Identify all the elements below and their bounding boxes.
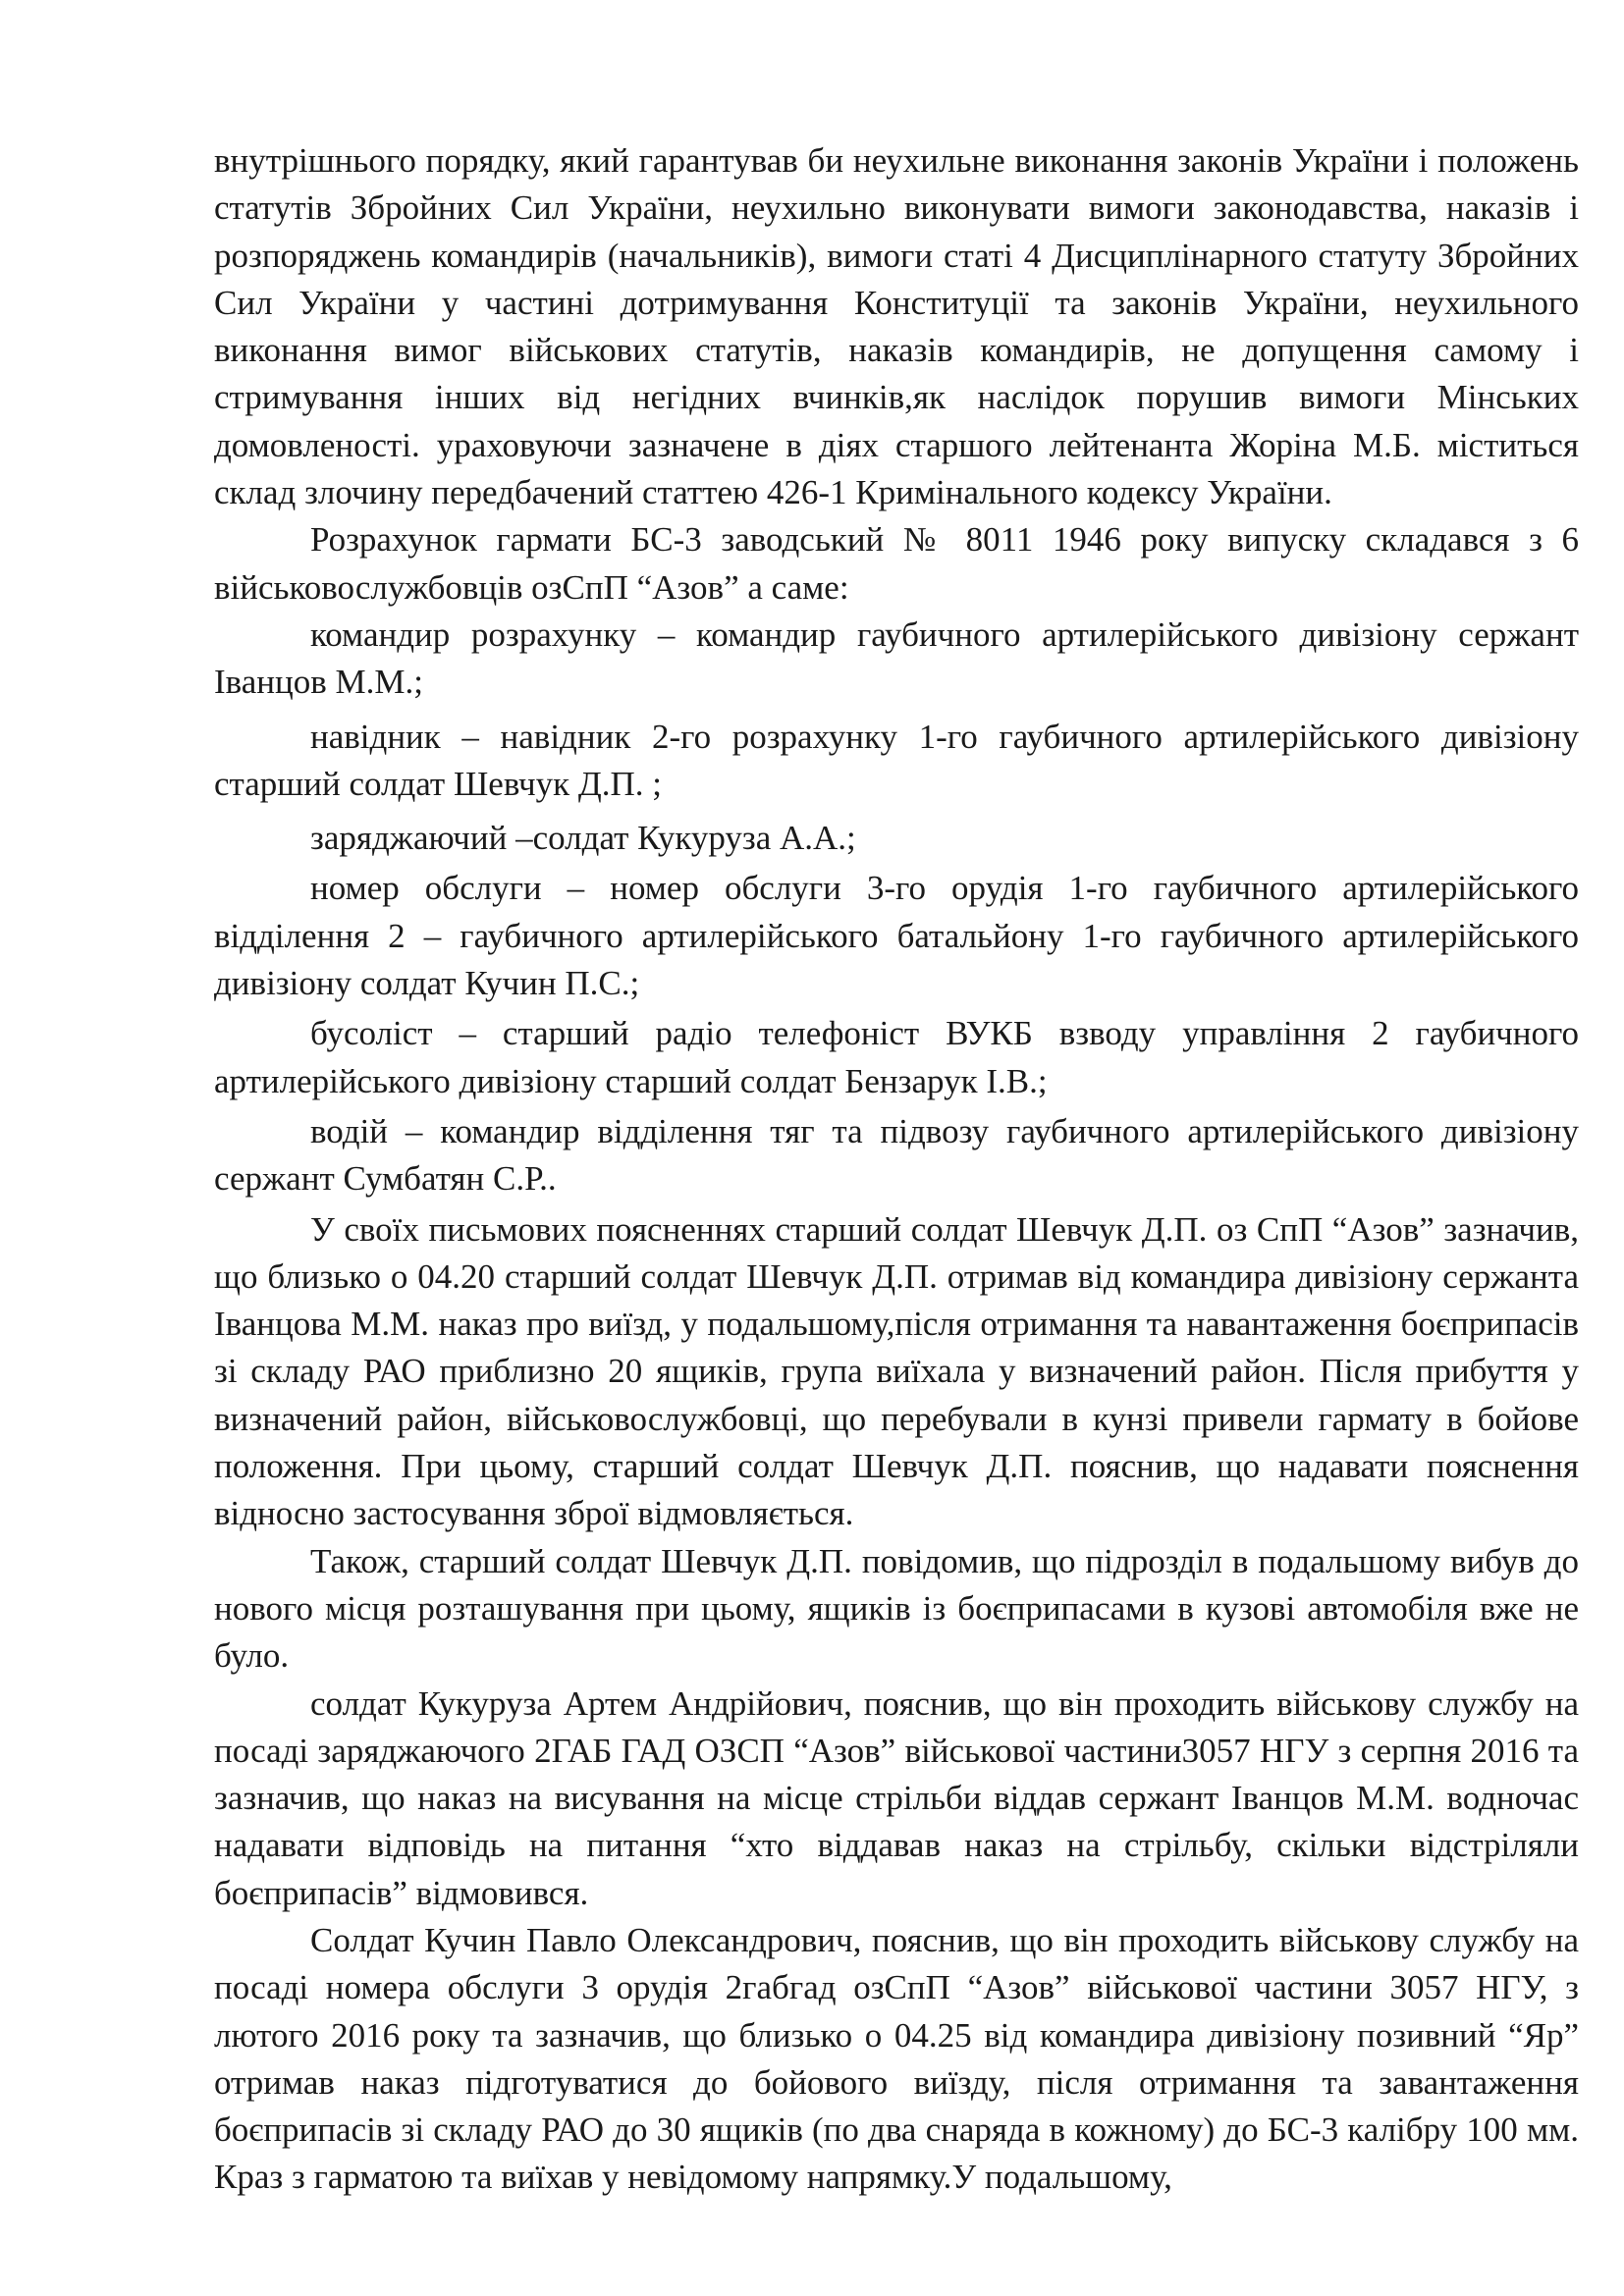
crew-item-driver: водій – командир відділення тяг та підвозу гаубичного артилерійського дивізіону сержант Сумбатян С.Р.. [214,1111,1579,1199]
document-page [214,137,1579,2202]
paragraph-kukuruza-statement: солдат Кукуруза Артем Андрійович, пояснив, що він проходить військову службу на посаді заряджаючого 2ГАБ ГАД ОЗСП “Азов” військової частини3057 НГУ з серпня 2016 та зазначив, що наказ на висування на місце стрільби віддав сержант Іванцов М.М. водночас надавати відповідь на питання “хто віддавав наказ на стрільбу, скільки відстріляли боєприпасів” відмовився. [214,1683,1579,1912]
paragraph-shevchuk-relocation: Також, старший солдат Шевчук Д.П. повідомив, що підрозділ в подальшому вибув до нового місця розташування при цьому, ящиків із боєприпасами в кузові автомобіля вже не було. [214,1541,1579,1676]
paragraph-violation-summary: внутрішнього порядку, який гарантував би неухильне виконання законів України і положень статутів Збройних Сил України, неухильно виконувати вимоги законодавства, наказів і розпоряджень командирів (начальників), вимоги статі 4 Дисциплінарного статуту Збройних Сил України у частині дотримування Конституції та законів України, неухильного виконання вимог військових статутів, наказів командирів, не допущення самому і стримування інших від негідних вчинків,як наслідок порушив вимоги Мінських домовленості. ураховуючи зазначене в діях старшого лейтенанта Жоріна М.Б. міститься склад злочину передбачений статтею 426-1 Кримінального кодексу України. [214,141,1579,512]
crew-item-crew-member: номер обслуги – номер обслуги 3-го орудія 1-го гаубичного артилерійського відділення 2 – гаубичного артилерійського батальйону 1-го гаубичного артилерійського дивізіону солдат Кучин П.С.; [214,869,1579,1003]
paragraph-gun-crew-intro: Розрахунок гармати БС-3 заводський № 8011 1946 року випуску складався з 6 військовослужбовців озСпП “Азов” а саме: [214,520,1579,607]
crew-list [214,612,1579,1203]
crew-item-loader: заряджаючий –солдат Кукуруза А.А.; [310,819,856,858]
paragraph-kuchyn-statement: Солдат Кучин Павло Олександрович, пояснив, що він проходить військову службу на посаді номера обслуги 3 орудія 2габгад озСпП “Азов” військової частини 3057 НГУ, з лютого 2016 року та зазначив, що близько о 04.25 від командира дивізіону позивний “Яр” отримав наказ підготуватися до бойового виїзду, після отримання та завантаження боєприпасів зі складу РАО до 30 ящиків (по два снаряда в кожному) до БС-3 калібру 100 мм. Краз з гарматою та виїхав у невідомому напрямку.У подальшому, [214,1920,1579,2197]
paragraph-shevchuk-statement: У своїх письмових поясненнях старший солдат Шевчук Д.П. оз СпП “Азов” зазначив, що близько о 04.20 старший солдат Шевчук Д.П. отримав від командира дивізіону сержанта Іванцова М.М. наказ про виїзд, у подальшому,після отримання та навантаження боєприпасів зі складу РАО приблизно 20 ящиків, група виїхала у визначений район. Після прибуття у визначений район, військовослужбовці, що перебували в кунзі привели гармату в бойове положення. При цьому, старший солдат Шевчук Д.П. пояснив, що надавати пояснення відносно застосування зброї відмовляється. [214,1209,1579,1533]
crew-item-gunner: навідник – навідник 2-го розрахунку 1-го гаубичного артилерійського дивізіону старший солдат Шевчук Д.П. ; [214,717,1579,803]
crew-item-commander: командир розрахунку – командир гаубичного артилерійського дивізіону сержант Іванцов М.М.; [214,614,1579,702]
crew-item-bussolist: бусоліст – старший радіо телефоніст ВУКБ взводу управління 2 гаубичного артилерійського дивізіону старший солдат Бензарук І.В.; [214,1014,1579,1100]
